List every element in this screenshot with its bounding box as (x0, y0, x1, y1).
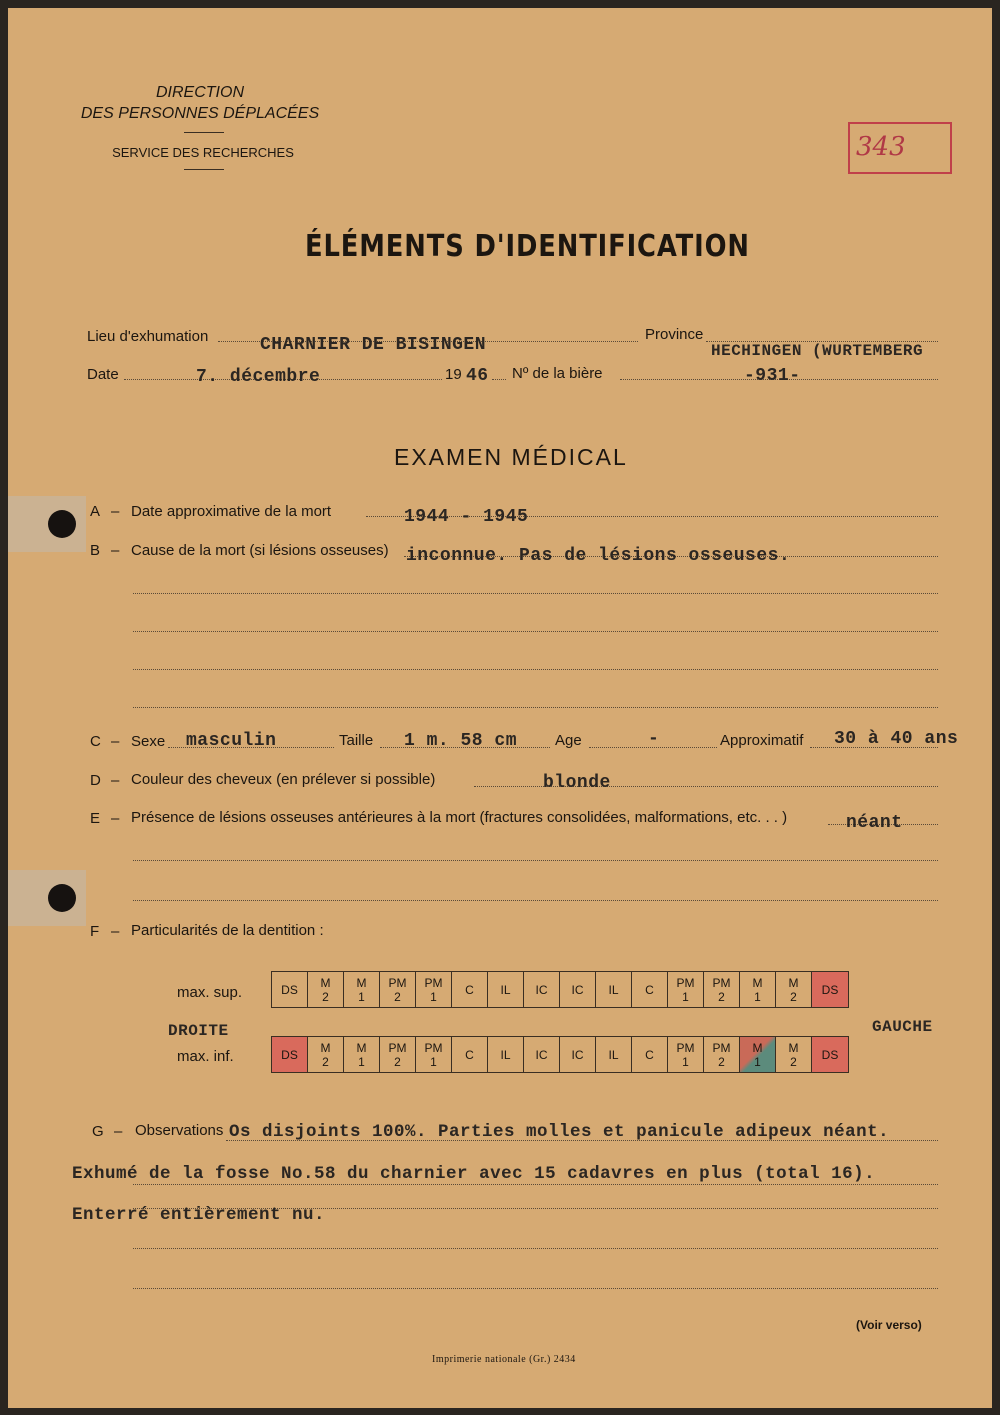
taille-value: 1 m. 58 cm (404, 731, 518, 751)
age-value: - (648, 729, 660, 749)
lower-tooth (632, 1037, 668, 1072)
item-f-letter: F (90, 923, 100, 940)
tooth-type: M (788, 975, 799, 990)
lower-tooth (488, 1037, 524, 1072)
item-e-letter: E (90, 810, 101, 827)
tooth-number: 1 (754, 989, 761, 1004)
approx-label: Approximatif (720, 732, 804, 749)
upper-tooth (452, 972, 488, 1007)
tooth-number: 1 (358, 1054, 365, 1069)
gauche-label: GAUCHE (872, 1018, 933, 1036)
observations-label: Observations (135, 1122, 224, 1139)
header-direction: DIRECTION (156, 84, 244, 101)
lieu-value: CHARNIER DE BISINGEN (260, 335, 487, 355)
blank-line (133, 1288, 938, 1289)
upper-tooth (344, 972, 380, 1007)
tooth-type: M (752, 1040, 763, 1055)
lower-tooth (668, 1037, 704, 1072)
document-page: DIRECTION DES PERSONNES DÉPLACÉES SERVICE DES RECHERCHES 343 ÉLÉMENTS D'IDENTIFICATION Lieu d'exhumation CHARNIER DE BISINGEN Province HECHINGEN (WURTEMBERG Date 7. décembre 19 46 Nº de la bière -931- EXAMEN MÉDICAL A – Date approximative de la mort 1944 - 1945 B – Cause de la mort (si lésions osseuses) inconnue. Pas de lésions osseuses. C – Sexe masculin Taille 1 m. 58 cm Age - Approximatif 30 à 40 ans D – Couleur des cheveux (en prélever si possible) blonde E – Présence de lésions osseuses antérieures à la mort (fractures consolidées, malformations, etc. . . ) néant F – Particularités de la dentition : max. sup. DS M 2 M 1 PM 2 PM 1 C IL IC IC IL C PM 1 PM 2 M 1 M 2 DS DROITE GAUCHE max. inf. DS M 2 M 1 PM 2 PM 1 C IL IC IC IL C PM 1 PM 2 M 1 M 2 DS G – Observations Os disjoints 100%. Parties molles et panicule adipeux néant. Exhumé de la fosse No.58 du charnier avec 15 cadavres en plus (total 16). Enterré entièrement nu. (Voir verso) Imprimerie nationale (Gr.) 2434 (8, 8, 992, 1408)
lower-tooth (380, 1037, 416, 1072)
tooth-number: 2 (322, 989, 329, 1004)
tooth-number: 2 (394, 989, 401, 1004)
item-a-label: Date approximative de la mort (131, 503, 332, 520)
tooth-type: PM (424, 975, 443, 990)
year-prefix: 19 (445, 366, 462, 383)
tooth-type: IC (571, 1047, 584, 1062)
header-divider (184, 132, 224, 133)
item-a-letter: A (90, 503, 101, 520)
tooth-type: IL (500, 982, 511, 997)
tooth-type: PM (712, 975, 731, 990)
taille-label: Taille (339, 732, 374, 749)
droite-label: DROITE (168, 1022, 229, 1040)
age-label: Age (555, 732, 582, 749)
upper-tooth (524, 972, 560, 1007)
tooth-type: M (320, 1040, 331, 1055)
tooth-type: DS (281, 1047, 298, 1062)
tooth-number: 2 (394, 1054, 401, 1069)
tooth-type: PM (676, 1040, 695, 1055)
tooth-type: C (465, 982, 474, 997)
lower-tooth (596, 1037, 632, 1072)
tooth-type: DS (281, 982, 298, 997)
tooth-type: M (356, 975, 367, 990)
item-b-label: Cause de la mort (si lésions osseuses) (131, 542, 389, 559)
tooth-number: 2 (718, 989, 725, 1004)
sexe-label: Sexe (131, 733, 166, 750)
tooth-type: IC (535, 982, 548, 997)
voir-verso: (Voir verso) (856, 1318, 922, 1332)
item-g-letter: G (92, 1123, 104, 1140)
biere-label: Nº de la bière (512, 365, 603, 382)
tooth-type: DS (821, 1047, 839, 1062)
tooth-type: PM (388, 1040, 407, 1055)
blank-line (133, 631, 938, 632)
file-number-stamp (848, 122, 952, 174)
tooth-number: 1 (430, 989, 437, 1004)
stamp-number: 343 (856, 132, 906, 162)
tooth-type: IC (571, 982, 584, 997)
header-service: SERVICE DES RECHERCHES (112, 145, 294, 160)
header-personnes-deplacees: DES PERSONNES DÉPLACÉES (80, 105, 320, 122)
item-f-label: Particularités de la dentition : (131, 922, 324, 939)
tooth-type: PM (424, 1040, 443, 1055)
observations-line-3: Enterré entièrement nu. (72, 1205, 326, 1225)
item-c-letter: C (90, 733, 101, 750)
tooth-number: 2 (322, 1054, 329, 1069)
tooth-type: DS (821, 982, 839, 997)
lower-tooth (524, 1037, 560, 1072)
lower-tooth (416, 1037, 452, 1072)
upper-tooth (272, 972, 308, 1007)
tooth-type: PM (712, 1040, 731, 1055)
page-title: ÉLÉMENTS D'IDENTIFICATION (305, 229, 750, 264)
item-d-letter: D (90, 772, 101, 789)
date-value: 7. décembre (196, 367, 321, 387)
max-sup-label: max. sup. (177, 984, 243, 1001)
year-value: 46 (466, 366, 489, 386)
blank-line (133, 900, 938, 901)
tooth-number: 2 (718, 1054, 725, 1069)
item-b-value: inconnue. Pas de lésions osseuses. (406, 546, 791, 566)
biere-value: -931- (744, 366, 801, 386)
date-label: Date (87, 366, 119, 383)
upper-tooth (632, 972, 668, 1007)
observations-line-1: Os disjoints 100%. Parties molles et panicule adipeux néant. (229, 1122, 890, 1142)
blank-line (133, 593, 938, 594)
lieu-label: Lieu d'exhumation (87, 328, 209, 345)
blank-line (133, 1248, 938, 1249)
upper-tooth (488, 972, 524, 1007)
tooth-type: C (465, 1047, 474, 1062)
tooth-type: PM (388, 975, 407, 990)
header-divider (184, 169, 224, 170)
item-e-label: Présence de lésions osseuses antérieures à la mort (fractures consolidées, malformations, etc. . . ) (131, 809, 788, 826)
province-label: Province (645, 326, 704, 343)
upper-tooth (416, 972, 452, 1007)
upper-teeth-chart (271, 971, 849, 1008)
binder-hole (48, 510, 76, 538)
lower-tooth (344, 1037, 380, 1072)
lower-tooth (812, 1037, 848, 1072)
lower-tooth (272, 1037, 308, 1072)
lower-tooth (740, 1037, 776, 1072)
lower-tooth (560, 1037, 596, 1072)
tooth-type: M (788, 1040, 799, 1055)
upper-tooth (380, 972, 416, 1007)
tooth-type: M (320, 975, 331, 990)
tooth-type: IC (535, 1047, 548, 1062)
tooth-type: M (356, 1040, 367, 1055)
item-a-value: 1944 - 1945 (404, 507, 529, 527)
tooth-number: 1 (682, 989, 689, 1004)
tooth-number: 1 (754, 1054, 761, 1069)
lower-teeth-chart (271, 1036, 849, 1073)
tooth-type: IL (500, 1047, 511, 1062)
tooth-number: 1 (682, 1054, 689, 1069)
tooth-type: C (645, 1047, 654, 1062)
upper-tooth (740, 972, 776, 1007)
tooth-number: 1 (430, 1054, 437, 1069)
upper-tooth (704, 972, 740, 1007)
section-title: EXAMEN MÉDICAL (394, 444, 628, 470)
tooth-number: 2 (790, 989, 797, 1004)
upper-tooth (308, 972, 344, 1007)
observations-line-2: Exhumé de la fosse No.58 du charnier avec 15 cadavres en plus (total 16). (72, 1164, 876, 1184)
tooth-type: IL (608, 982, 619, 997)
province-value: HECHINGEN (WURTEMBERG (711, 342, 924, 360)
tooth-number: 2 (790, 1054, 797, 1069)
approx-value: 30 à 40 ans (834, 729, 959, 749)
max-inf-label: max. inf. (177, 1048, 234, 1065)
tooth-type: M (752, 975, 763, 990)
tooth-number: 1 (358, 989, 365, 1004)
blank-line (133, 669, 938, 670)
item-b-letter: B (90, 542, 101, 559)
lower-tooth (704, 1037, 740, 1072)
sexe-value: masculin (186, 731, 277, 751)
upper-tooth (668, 972, 704, 1007)
lower-tooth (308, 1037, 344, 1072)
upper-tooth (776, 972, 812, 1007)
lower-tooth (452, 1037, 488, 1072)
upper-tooth (812, 972, 848, 1007)
tooth-type: C (645, 982, 654, 997)
item-d-label: Couleur des cheveux (en prélever si possible) (131, 771, 436, 788)
tooth-type: IL (608, 1047, 619, 1062)
blank-line (133, 860, 938, 861)
upper-tooth (596, 972, 632, 1007)
blank-line (133, 707, 938, 708)
item-e-value: néant (846, 813, 903, 833)
item-d-value: blonde (543, 773, 611, 793)
tooth-type: PM (676, 975, 695, 990)
lower-tooth (776, 1037, 812, 1072)
upper-tooth (560, 972, 596, 1007)
binder-hole (48, 884, 76, 912)
imprimerie-footer: Imprimerie nationale (Gr.) 2434 (432, 1354, 576, 1365)
